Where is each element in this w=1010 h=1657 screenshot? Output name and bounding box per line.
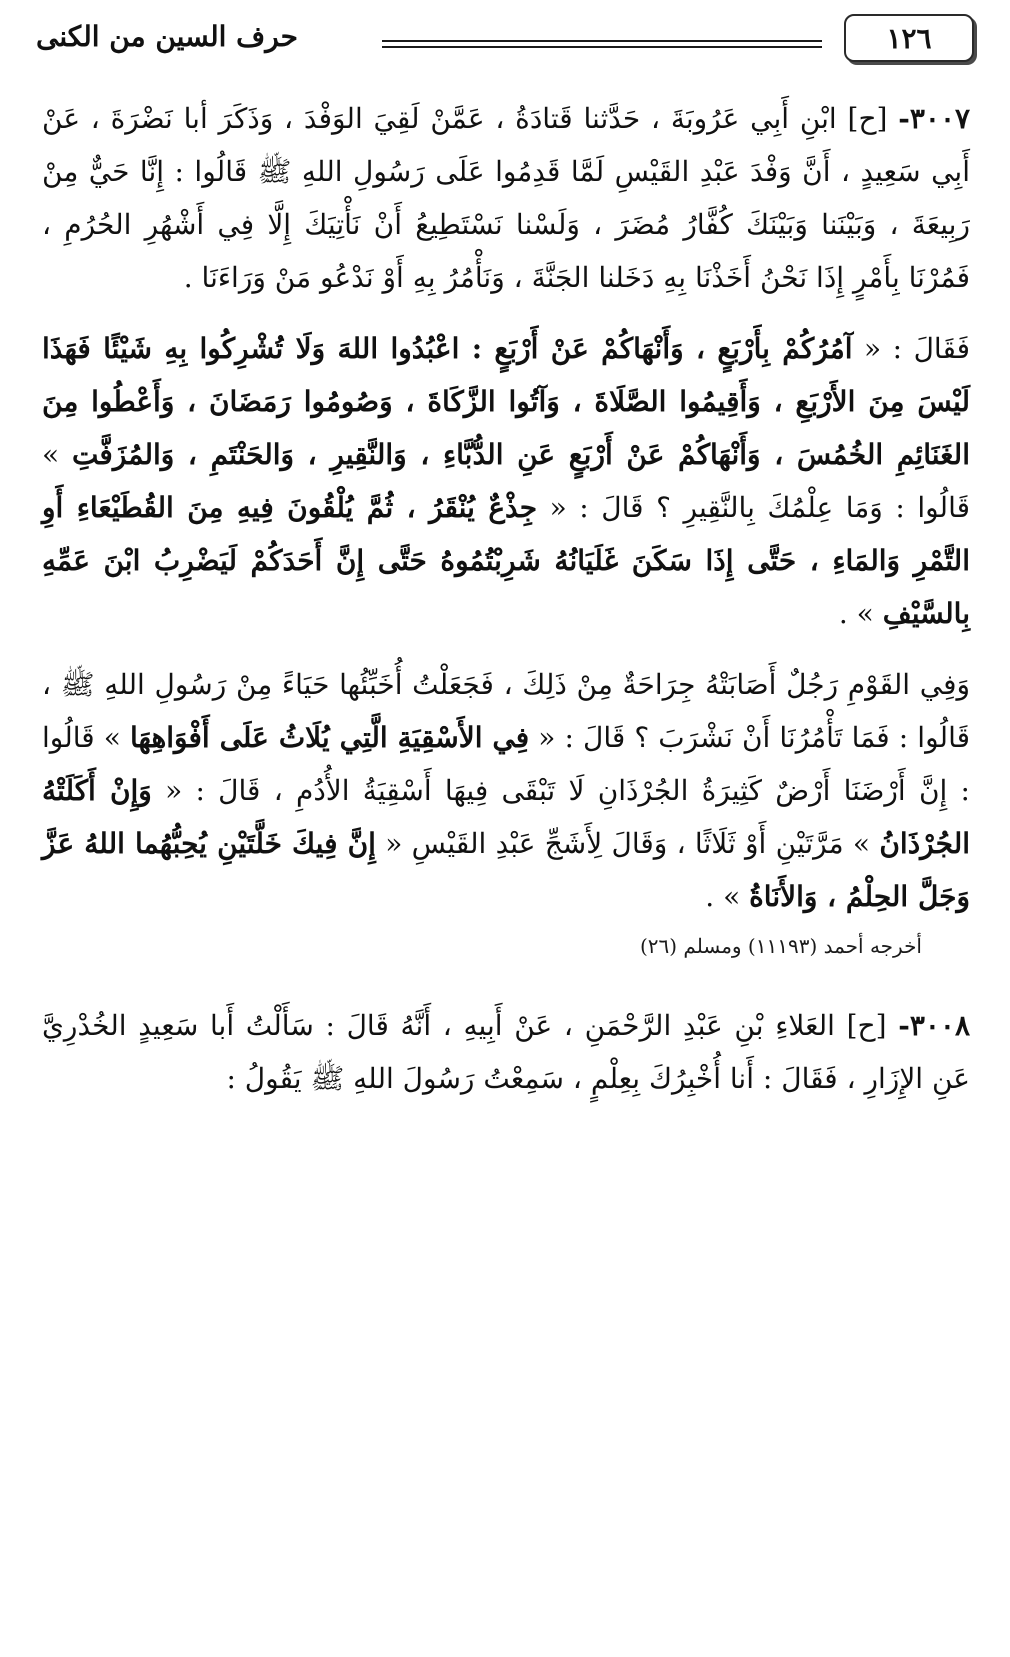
prophetic-text: إِنَّ فِيكَ خَلَّتَيْنِ يُحِبُّهُما اللهُ عَزَّ وَجَلَّ الحِلْمُ ، وَالأَنَاةُ [42, 827, 970, 913]
prophetic-text: جِذْعٌ يُنْقَرُ ، ثُمَّ يُلْقُونَ فِيهِ مِنَ القُطَيْعَاءِ أَوِ التَّمْرِ وَالمَاءِ ، حَتَّى إِذَا سَكَنَ غَلَيَانُهُ شَرِبْتُمُوهُ حَتَّى إِنَّ أَحَدَكُمْ لَيَضْرِبُ ابْنَ عَمِّهِ بِالسَّيْفِ [42, 491, 970, 630]
hadith-3007-intro [42, 92, 970, 304]
prophetic-text: آمُرُكُمْ بِأَرْبَعٍ ، وَأَنْهَاكُمْ عَنْ أَرْبَعٍ : اعْبُدُوا اللهَ وَلَا تُشْرِكُوا بِهِ شَيْئًا فَهَذَا لَيْسَ مِنَ الأَرْبَعِ ، وَأَقِيمُوا الصَّلَاةَ ، وَآتُوا الزَّكَاةَ ، وَصُومُوا رَمَضَانَ ، وَأَعْطُوا مِنَ الغَنَائِمِ الخُمُسَ ، وَأَنْهَاكُمْ عَنْ أَرْبَعٍ عَنِ الدُّبَّاءِ ، وَالنَّقِيرِ ، وَالحَنْتَمِ ، وَالمُزَفَّتِ [42, 332, 970, 471]
narration-text: » . [838, 597, 874, 630]
page-number-box [844, 14, 974, 62]
narration-text: وَفِي القَوْمِ رَجُلٌ أَصَابَتْهُ جِرَاحَةٌ مِنْ ذَلِكَ ، فَجَعَلْتُ أُخَبِّئُها حَيَاءً مِنْ رَسُولِ اللهِ ﷺ ، قَالُوا : فَمَا تَأْمُرُنَا أَنْ نَشْرَبَ ؟ قَالَ : « [42, 668, 970, 754]
narration-text: فَقَالَ : « [864, 332, 970, 365]
hadith-number: ٣٠٠٧- [898, 102, 971, 135]
prophetic-text: فِي الأَسْقِيَةِ الَّتِي يُلَاثُ عَلَى أَفْوَاهِهَا [130, 721, 530, 754]
hadith-text: ابْنِ أَبِي عَرُوبَةَ ، حَدَّثنا قَتادَةُ ، عَمَّنْ لَقِيَ الوَفْدَ ، وَذَكَرَ أبا نَضْرَةَ ، عَنْ أَبِي سَعِيدٍ ، أَنَّ وَفْدَ عَبْدِ القَيْسِ لَمَّا قَدِمُوا عَلَى رَسُولِ اللهِ ﷺ قَالُوا : إِنَّا حَيٌّ مِنْ رَبِيعَةَ ، وَبَيْنَنا وَبَيْنَكَ كُفَّارُ مُضَرَ ، وَلَسْنا نَسْتَطِيعُ أَنْ نَأْتِيَكَ إِلَّا فِي أَشْهُرِ الحُرُمِ ، فَمُرْنَا بِأَمْرٍ إِذَا نَحْنُ أَخَذْنَا بِهِ دَخَلنا الجَنَّةَ ، وَنَأْمُرُ بِهِ أَوْ نَدْعُو مَنْ وَرَاءَنَا . [42, 102, 970, 294]
narration-text: » مَرَّتَيْنِ أَوْ ثَلَاثًا ، وَقَالَ لِأَشَجِّ عَبْدِ القَيْسِ « [385, 827, 871, 860]
hadith-3007-prophet-speech [42, 322, 970, 640]
header-double-rule [382, 28, 822, 38]
hadith-marker: [ح] [847, 102, 888, 135]
hadith-3008 [42, 999, 970, 1105]
header-rule-bottom [382, 46, 822, 48]
page-content [42, 92, 970, 1105]
page-header [36, 14, 974, 62]
page-number: ١٢٦ [886, 21, 932, 55]
hadith-number: ٣٠٠٨- [898, 1009, 970, 1042]
hadith-marker: [ح] [846, 1009, 887, 1042]
hadith-3007-continuation [42, 658, 970, 923]
header-rule-top [382, 40, 822, 42]
prophetic-text: وَإِنْ أَكَلَتْهُ الجُرْذَانُ [42, 774, 971, 860]
narration-text: » قَالُوا : إِنَّ أَرْضَنَا أَرْضٌ كَثِيرَةُ الجُرْذَانِ لَا تَبْقَى فِيهَا أَسْقِيَةُ الأُدُمِ ، قَالَ : « [42, 721, 970, 807]
narration-text: » . [705, 880, 741, 913]
hadith-text: العَلاءِ بْنِ عَبْدِ الرَّحْمَنِ ، عَنْ أَبِيهِ ، أَنَّهُ قَالَ : سَأَلْتُ أَبا سَعِيدٍ الخُدْرِيَّ عَنِ الإِزَارِ ، فَقَالَ : أَنا أُخْبِرُكَ بِعِلْمٍ ، سَمِعْتُ رَسُولَ اللهِ ﷺ يَقُولُ : [42, 1009, 970, 1095]
narration-text: » قَالُوا : وَمَا عِلْمُكَ بِالنَّقِيرِ ؟ قَالَ : « [42, 438, 971, 524]
chapter-title: حرف السين من الكنى [36, 20, 298, 53]
source-reference: أخرجه أحمد (١١١٩٣) ومسلم (٢٦) [639, 934, 922, 958]
